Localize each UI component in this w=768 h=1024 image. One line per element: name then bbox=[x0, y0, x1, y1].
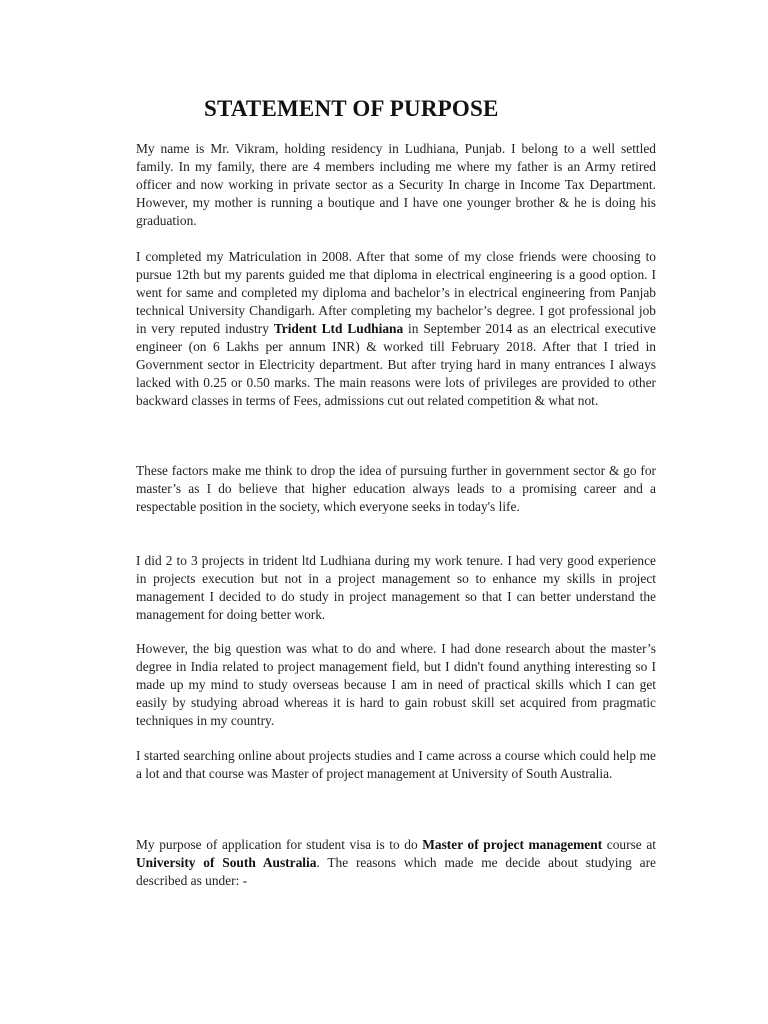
paragraph-purpose bbox=[136, 836, 656, 890]
paragraph-family-background bbox=[136, 140, 656, 230]
text-run: I completed my Matriculation in 2008. After that some of my close friends were choosing to pursue 12th but my parents guided me that diploma in electrical engineering is a good option. I went for same and completed my diploma and bachelor’s in electrical engineering from Panjab technical University Chandigarh. After completing my bachelor’s degree. I got professional job in very reputed industry bbox=[136, 249, 656, 336]
paragraph-text: I started searching online about projects studies and I came across a course which could help me a lot and that course was Master of project management at University of South Australia. bbox=[136, 748, 656, 781]
company-name: Trident Ltd Ludhiana bbox=[273, 321, 404, 336]
paragraph-education-career bbox=[136, 248, 656, 410]
course-name: Master of project management bbox=[422, 837, 603, 852]
text-run: . The reasons which made me decide about studying are described as under: - bbox=[136, 855, 656, 888]
paragraph-text: These factors make me think to drop the idea of pursuing further in government sector & go for master’s as I do believe that higher education always leads to a promising career and a respectable position in the society, which everyone seeks in today's life. bbox=[136, 463, 656, 514]
paragraph-text: I did 2 to 3 projects in trident ltd Ludhiana during my work tenure. I had very good experience in projects execution but not in a project management so to enhance my skills in project management I decided to do study in project management so that I can better understand the management for doing better work. bbox=[136, 553, 656, 622]
paragraph-text bbox=[136, 836, 656, 890]
paragraph-text: My name is Mr. Vikram, holding residency in Ludhiana, Punjab. I belong to a well settled family. In my family, there are 4 members including me where my father is an Army retired officer and now working in private sector as a Security In charge in Income Tax Department. However, my mother is running a boutique and I have one younger brother & he is doing his graduation. bbox=[136, 141, 656, 228]
document-title: STATEMENT OF PURPOSE bbox=[204, 96, 499, 121]
text-run: in September 2014 as an electrical executive engineer (on 6 Lakhs per annum INR) & worked till February 2018. After that I tried in Government sector in Electricity department. But after trying hard in many entrances I always lacked with 0.25 or 0.50 marks. The main reasons were lots of privileges are provided to other backward classes in terms of Fees, admissions cut out related competition & what not. bbox=[136, 321, 657, 408]
paragraph-text bbox=[136, 248, 656, 410]
text-run: course at bbox=[602, 837, 656, 852]
text-run: My purpose of application for student visa is to do bbox=[136, 837, 423, 852]
paragraph-study-abroad bbox=[136, 640, 656, 730]
university-name: University of South Australia bbox=[136, 855, 317, 870]
paragraph-projects bbox=[136, 552, 656, 624]
paragraph-course-search bbox=[136, 747, 656, 783]
paragraph-text: However, the big question was what to do and where. I had done research about the master’s degree in India related to project management field, but I didn't found anything interesting so I made up my mind to study overseas because I am in need of practical skills which I can get easily by studying abroad whereas it is hard to gain robust skill set acquired from pragmatic techniques in my country. bbox=[136, 641, 656, 728]
paragraph-motivation bbox=[136, 462, 656, 516]
